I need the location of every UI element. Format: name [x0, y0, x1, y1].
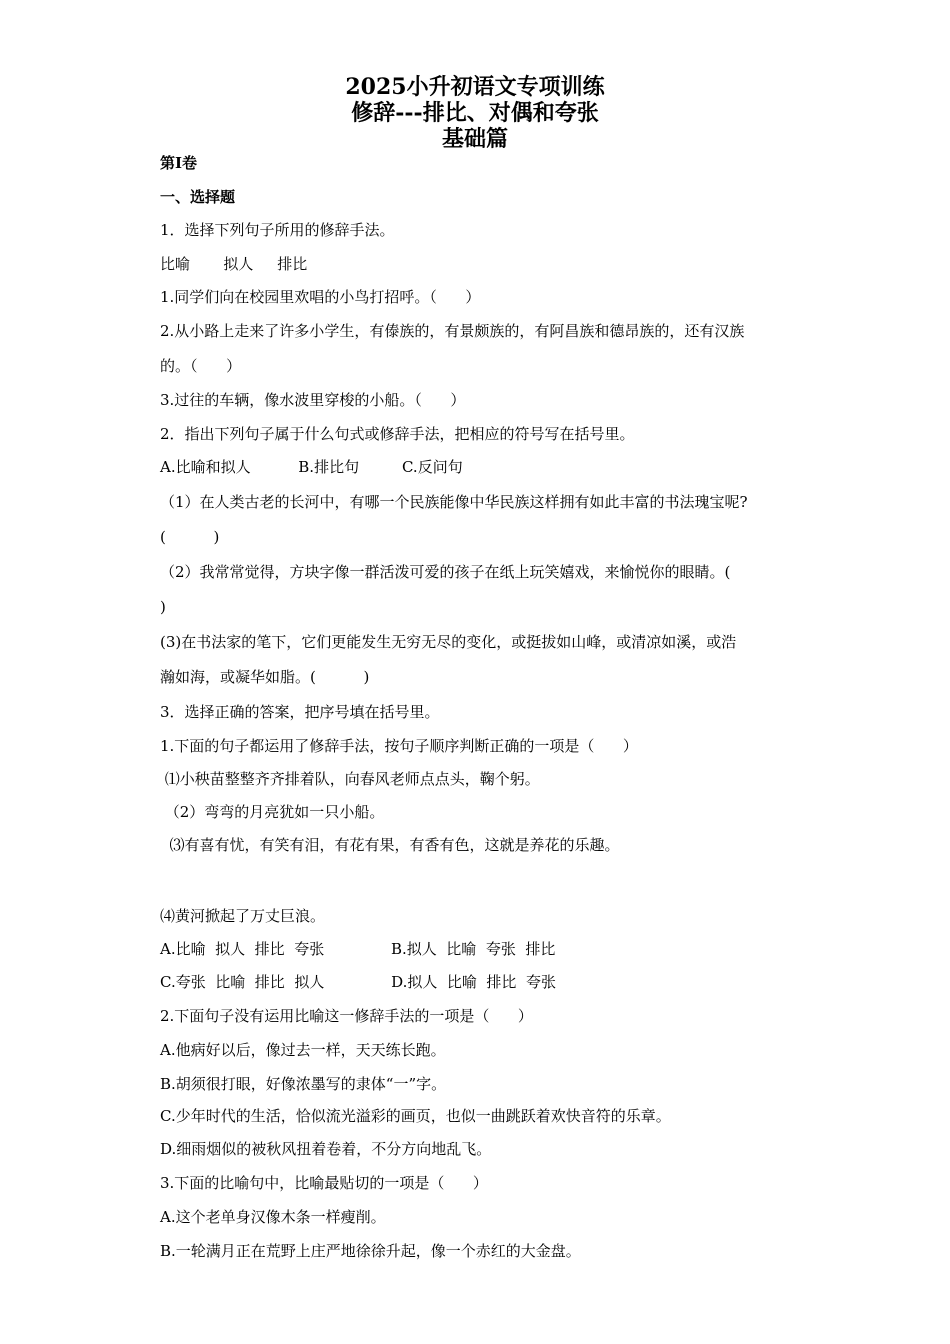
question-1-item-3: 3.过往的车辆，像水波里穿梭的小船。（ ） [160, 391, 466, 409]
title-line-3: 基础篇 [441, 126, 508, 152]
question-1-prompt: 1．选择下列句子所用的修辞手法。 [160, 221, 395, 239]
question-3-sub-3-option-b: B.一轮满月正在荒野上庄严地徐徐升起，像一个赤红的大金盘。 [160, 1242, 581, 1260]
question-2-item-2-cont: ) [160, 598, 166, 616]
question-3-sub-3-option-a: A.这个老单身汉像木条一样瘦削。 [160, 1208, 386, 1226]
question-3-sub-1-sentence-1: ⑴小秧苗整整齐齐排着队，向春风老师点点头，鞠个躬。 [160, 770, 540, 788]
question-2-item-1: （1）在人类古老的长河中，有哪一个民族能像中华民族这样拥有如此丰富的书法瑰宝呢? [160, 493, 748, 511]
question-3-prompt: 3．选择正确的答案，把序号填在括号里。 [160, 703, 440, 721]
question-2-prompt: 2．指出下列句子属于什么句式或修辞手法，把相应的符号写在括号里。 [160, 425, 635, 443]
question-3-sub-2-option-c: C.少年时代的生活，恰似流光溢彩的画页，也似一曲跳跃着欢快音符的乐章。 [160, 1107, 671, 1125]
title-line-2: 修辞---排比、对偶和夸张 [351, 100, 599, 126]
section-heading: 一、选择题 [160, 188, 236, 206]
question-3-sub-2: 2.下面句子没有运用比喻这一修辞手法的一项是（ ） [160, 1007, 533, 1025]
question-1-item-2-cont: 的。（ ） [160, 357, 242, 375]
title-line-1: 2025小升初语文专项训练 [345, 74, 605, 100]
question-2-options: A.比喻和拟人 B.排比句 C.反问句 [160, 458, 463, 476]
question-3-sub-2-option-d: D.细雨烟似的被秋风扭着卷着，不分方向地乱飞。 [160, 1140, 492, 1158]
question-3-sub-1-sentence-3: ⑶有喜有忧，有笑有泪，有花有果，有香有色，这就是养花的乐趣。 [160, 836, 620, 854]
question-3-sub-1-option-cd: C.夸张 比喻 排比 拟人 D.拟人 比喻 排比 夸张 [160, 973, 556, 991]
question-2-item-1-cont: ( ) [160, 528, 220, 546]
question-3-sub-1-sentence-4: ⑷黄河掀起了万丈巨浪。 [160, 907, 326, 925]
volume-label: 第Ⅰ卷 [160, 154, 198, 172]
question-2-item-2: （2）我常常觉得，方块字像一群活泼可爱的孩子在纸上玩笑嬉戏，来愉悦你的眼睛。( [160, 563, 731, 581]
question-2-item-3: (3)在书法家的笔下，它们更能发生无穷无尽的变化，或挺拔如山峰，或清凉如溪，或浩 [160, 633, 737, 651]
question-3-sub-2-option-a: A.他病好以后，像过去一样，天天练长跑。 [160, 1041, 446, 1059]
question-3-sub-1: 1.下面的句子都运用了修辞手法，按句子顺序判断正确的一项是（ ） [160, 737, 638, 755]
question-3-sub-1-sentence-2: （2）弯弯的月亮犹如一只小船。 [160, 803, 385, 821]
question-3-sub-2-option-b: B.胡须很打眼，好像浓墨写的隶体“一”字。 [160, 1075, 447, 1093]
question-1-item-1: 1.同学们向在校园里欢唱的小鸟打招呼。（ ） [160, 288, 481, 306]
question-2-item-3-cont: 瀚如海，或凝华如脂。( ) [160, 668, 370, 686]
question-3-sub-3: 3.下面的比喻句中，比喻最贴切的一项是（ ） [160, 1174, 488, 1192]
question-3-sub-1-option-ab: A.比喻 拟人 排比 夸张 B.拟人 比喻 夸张 排比 [160, 940, 556, 958]
question-1-options: 比喻 拟人 排比 [160, 255, 308, 273]
question-1-item-2: 2.从小路上走来了许多小学生，有傣族的，有景颇族的，有阿昌族和德昂族的，还有汉族 [160, 322, 745, 340]
